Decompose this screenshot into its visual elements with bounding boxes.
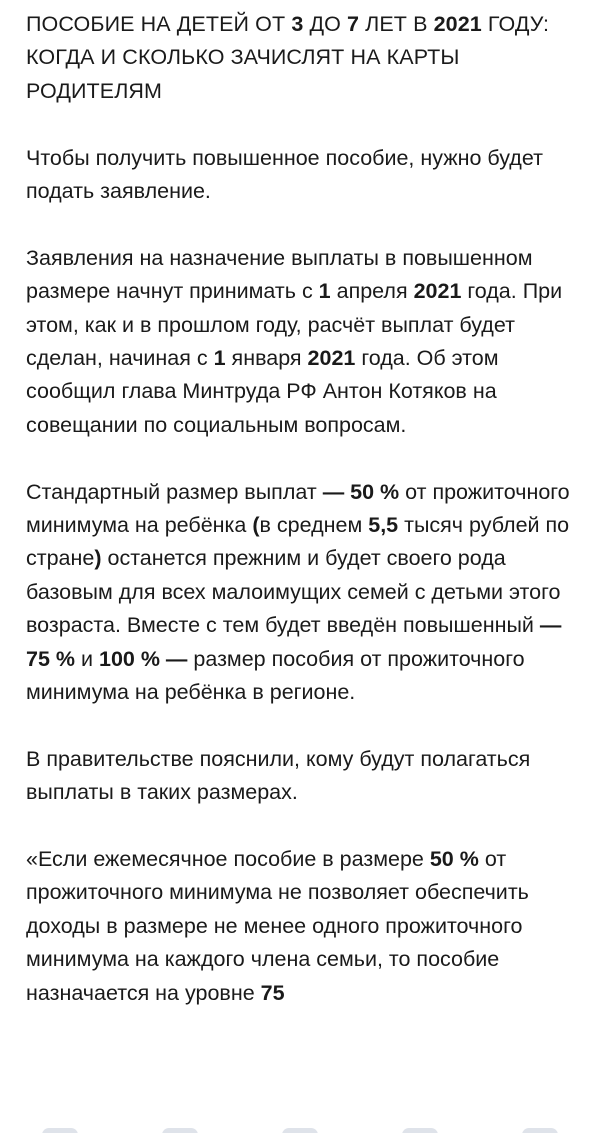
bold-run: — 50 %: [322, 479, 400, 504]
text-run: останется прежним и будет своего рода базовым для всех малоимущих семей с детьми этого возраста. Вместе с тем будет введён повышенный: [26, 546, 561, 638]
toolbar-hint: [0, 1127, 600, 1133]
paragraph-application: [26, 142, 578, 209]
bold-run: 1: [213, 346, 226, 371]
text-run: тысяч рублей по стране: [26, 513, 570, 571]
text-run: апреля: [330, 279, 414, 304]
text-run: от прожиточного минимума на ребёнка: [26, 479, 570, 538]
bold-run: 2021: [433, 12, 482, 36]
text-run: от прожиточного минимума не позволяет обеспечить доходы в размере не менее одного прожиточного минимума на каждого члена семьи, то пособие назначается на уровне: [26, 847, 529, 1005]
toolbar-icon[interactable]: [522, 1128, 558, 1133]
text-run: ЛЕТ В: [359, 12, 434, 36]
text-run: Заявления на назначение выплаты в повышенном размере начнут принимать с: [26, 245, 533, 304]
text-run: В правительстве пояснили, кому будут полагаться выплаты в таких размерах.: [26, 746, 531, 805]
bold-run: 2021: [307, 346, 356, 371]
text-run: года. Об этом сообщил глава Минтруда РФ Антон Котяков на совещании по социальным вопросам.: [26, 346, 499, 437]
toolbar-icon[interactable]: [282, 1128, 318, 1133]
text-run: размер пособия от прожиточного минимума на ребёнка в регионе.: [26, 646, 525, 705]
bottom-toolbar-edge: [0, 1119, 600, 1133]
bold-run: 1: [318, 279, 331, 304]
bold-run: 50 %: [429, 847, 479, 872]
toolbar-icon[interactable]: [162, 1128, 198, 1133]
toolbar-icon[interactable]: [42, 1128, 78, 1133]
bold-run: — 75 %: [26, 613, 562, 671]
bold-run: 2021: [413, 279, 462, 304]
text-run: января: [225, 346, 308, 371]
article-title: [26, 8, 578, 108]
text-run: и: [75, 646, 99, 671]
text-run: Стандартный размер выплат: [26, 479, 323, 504]
text-run: ГОДУ: КОГДА И СКОЛЬКО ЗАЧИСЛЯТ НА КАРТЫ РОДИТЕЛЯМ: [26, 12, 550, 103]
article-body: [26, 8, 578, 1010]
text-run: ДО: [303, 12, 348, 36]
bold-run: 7: [347, 12, 360, 36]
text-run: Чтобы получить повышенное пособие, нужно будет подать заявление.: [26, 145, 543, 204]
bold-run: 3: [291, 12, 304, 36]
bold-run: 5,5: [368, 513, 399, 538]
text-run: года. При этом, как и в прошлом году, расчёт выплат будет сделан, начиная с: [26, 279, 563, 371]
bold-run: 75: [260, 980, 285, 1005]
paragraph-amounts: [26, 476, 578, 710]
bold-run: (: [252, 513, 260, 538]
text-run: «Если ежемесячное пособие в размере: [26, 847, 430, 872]
paragraph-quote: [26, 843, 578, 1010]
text-run: ПОСОБИЕ НА ДЕТЕЙ ОТ: [26, 12, 292, 36]
text-run: в среднем: [259, 513, 369, 538]
toolbar-icon[interactable]: [402, 1128, 438, 1133]
bold-run: ): [94, 546, 102, 571]
paragraph-government: [26, 743, 578, 810]
bold-run: 100 % —: [98, 646, 188, 671]
paragraph-dates: [26, 242, 578, 442]
